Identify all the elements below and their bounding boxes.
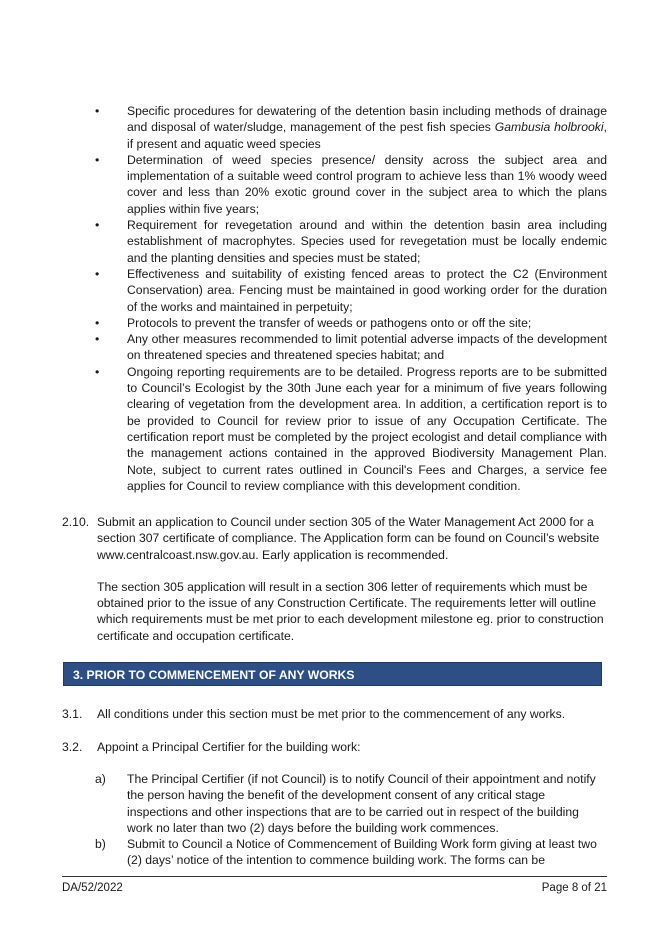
bullet-item: [95, 217, 607, 266]
sub-item-text: Submit to Council a Notice of Commencement of Building Work form giving at least two (2) days’ notice of the intention to commence building work. The forms can be: [127, 837, 597, 868]
footer-doc-ref: DA/52/2022: [62, 882, 123, 894]
bullet-icon: •: [95, 332, 100, 347]
bullet-text: Specific procedures for dewatering of the detention basin including methods of drainage and disposal of water/sludge, management of the pest fish species Gambusia holbrooki, if present and aquatic weed species: [127, 104, 607, 151]
bullet-item: [95, 266, 607, 315]
condition-number: 3.1.: [62, 707, 83, 721]
sub-item: [95, 836, 607, 869]
condition-text: The section 305 application will result in a section 306 letter of requirements which must be obtained prior to the issue of any Construction Certificate. The requirements letter will outline which requirements must be met prior to each development milestone eg. prior to construction certificate and occupation certificate.: [97, 579, 604, 643]
sub-item-list: [95, 771, 607, 869]
bullet-item: [95, 331, 607, 364]
bullet-item: [95, 152, 607, 217]
bullet-text: Requirement for revegetation around and within the detention basin area including establishment of macrophytes. Species used for revegetation must be locally endemic and the planting densities and species must be stated;: [127, 218, 607, 265]
bullet-icon: •: [95, 364, 100, 379]
bullet-text: Determination of weed species presence/ density across the subject area and implementation of a suitable weed control program to achieve less than 1% woody weed cover and less than 20% exotic ground cover in the subject area to which the plans applies within five years;: [127, 152, 607, 216]
condition-text: Appoint a Principal Certifier for the building work:: [97, 740, 361, 754]
bullet-text: Any other measures recommended to limit potential adverse impacts of the development on threatened species and threatened species habitat; and: [127, 332, 607, 363]
section-heading: 3. PRIOR TO COMMENCEMENT OF ANY WORKS: [63, 662, 602, 686]
condition-3-1: [62, 706, 607, 722]
condition-number: 3.2.: [62, 740, 83, 754]
bullet-text: Effectiveness and suitability of existing fenced areas to protect the C2 (Environment Conservation) area. Fencing must be maintained in good working order for the duration of the works and maintained in perpetuity;: [127, 266, 607, 314]
sub-item: [95, 771, 607, 836]
sub-item-label: b): [95, 837, 106, 852]
sub-item-text: The Principal Certifier (if not Council) is to notify Council of their appointment and notify the person having the benefit of the development consent of any critical stage inspections and other inspections that are to be carried out in respect of the building work no later than two (2) days before the building work commences.: [127, 772, 596, 835]
bullet-icon: •: [95, 152, 100, 167]
condition-text: Submit an application to Council under section 305 of the Water Management Act 2000 for a section 307 certificate of compliance. The Application form can be found on Council’s website www.centralcoast.nsw.gov.au. Early application is recommended.: [97, 515, 600, 562]
condition-number: 2.10.: [62, 515, 90, 529]
sub-item-label: a): [95, 772, 106, 786]
bullet-item: [95, 364, 607, 494]
bullet-item: [95, 315, 607, 331]
bullet-list: [95, 103, 607, 494]
bullet-icon: •: [95, 315, 100, 330]
footer-divider: [62, 876, 607, 877]
footer-page-number: Page 8 of 21: [541, 882, 607, 894]
bullet-text: Protocols to prevent the transfer of weeds or pathogens onto or off the site;: [127, 315, 532, 330]
bullet-icon: •: [95, 266, 100, 281]
bullet-item: [95, 103, 607, 152]
bullet-icon: •: [95, 218, 100, 233]
bullet-text: Ongoing reporting requirements are to be detailed. Progress reports are to be submitted to Council’s Ecologist by the 30th June each year for a minimum of five years following clearing of vegetation from the development area. In addition, a certification report is to be provided to Council for review prior to issue of any Occupation Certificate. The certification report must be completed by the project ecologist and detail compliance with the management actions contained in the approved Biodiversity Management Plan. Note, subject to current rates outlined in Council's Fees and Charges, a service fee applies for Council to review compliance with this development condition.: [127, 364, 607, 493]
condition-2-10: [62, 514, 607, 644]
condition-3-2: [62, 739, 607, 755]
bullet-icon: •: [95, 104, 100, 118]
condition-text: All conditions under this section must be met prior to the commencement of any works.: [97, 707, 566, 721]
